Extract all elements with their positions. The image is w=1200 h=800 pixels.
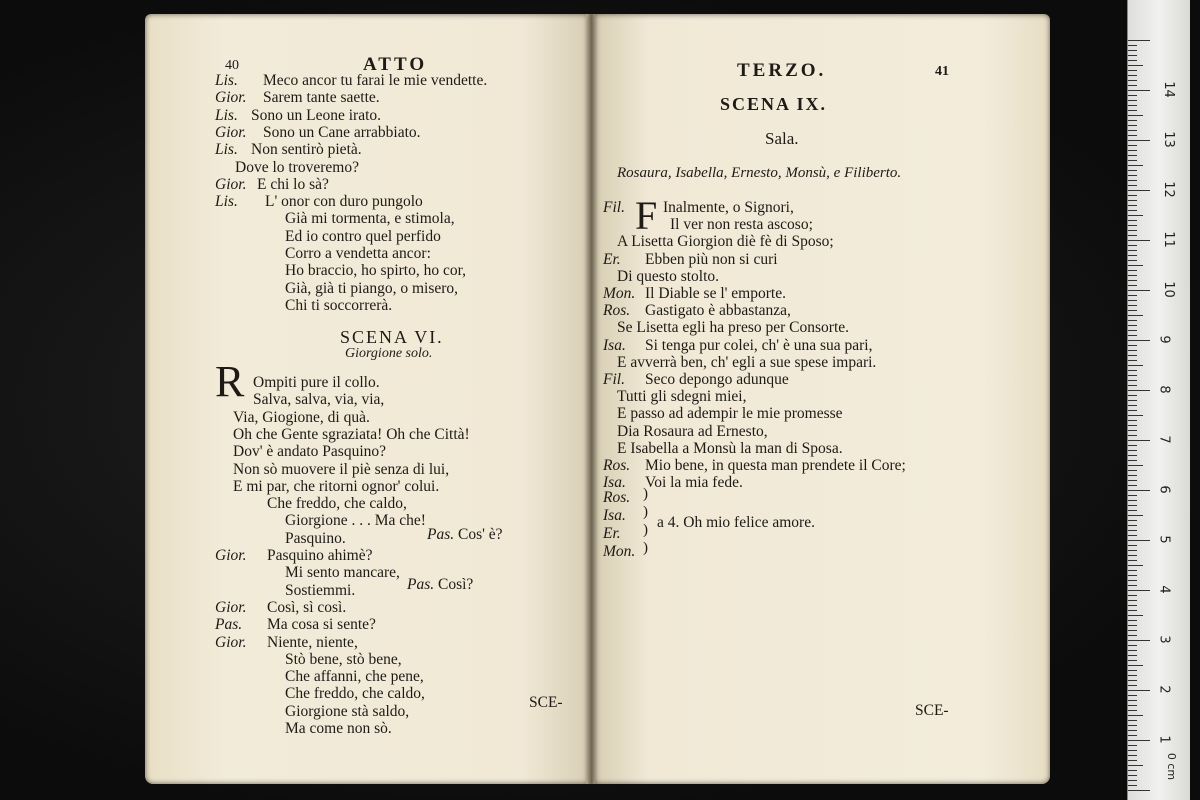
speaker-label: Fil.	[603, 371, 625, 388]
ruler-tick	[1128, 520, 1137, 521]
ruler-tick	[1128, 115, 1143, 116]
speech-text: Inalmente, o Signori,	[663, 199, 794, 216]
ruler-tick	[1128, 385, 1137, 386]
ruler-tick	[1128, 270, 1137, 271]
ruler-number: 14	[1160, 81, 1176, 98]
ruler-tick	[1128, 785, 1137, 786]
ruler-number: 7	[1156, 435, 1172, 444]
ruler-tick	[1128, 260, 1137, 261]
ruler-tick	[1128, 290, 1150, 291]
ruler-tick	[1128, 245, 1137, 246]
ruler-tick	[1128, 700, 1137, 701]
ruler-tick	[1128, 235, 1137, 236]
scene-subtitle: Giorgione solo.	[345, 346, 433, 361]
ruler-tick	[1128, 295, 1137, 296]
ruler-number: 5	[1156, 535, 1172, 544]
ruler-tick	[1128, 615, 1143, 616]
ruler-tick	[1128, 535, 1137, 536]
ruler-tick	[1128, 465, 1143, 466]
ruler-tick	[1128, 315, 1143, 316]
ruler-tick	[1128, 610, 1137, 611]
ensemble-speaker: Ros.	[603, 489, 631, 506]
inline-speech	[407, 576, 473, 593]
speech-text: Mio bene, in questa man prendete il Core;	[645, 457, 906, 474]
speech-text: E passo ad adempir le mie promesse	[617, 405, 843, 423]
ruler-tick	[1128, 330, 1137, 331]
ruler-tick	[1128, 530, 1137, 531]
speaker-label: Gior.	[215, 547, 247, 564]
ruler-tick	[1128, 185, 1137, 186]
ruler-tick	[1128, 145, 1137, 146]
ruler-tick	[1128, 90, 1150, 91]
ruler-tick	[1128, 250, 1137, 251]
measuring-ruler	[1127, 0, 1190, 800]
ruler-tick	[1128, 745, 1137, 746]
ruler-tick	[1128, 60, 1137, 61]
catchword: SCE-	[915, 702, 949, 719]
ruler-tick	[1128, 765, 1143, 766]
ruler-tick	[1128, 655, 1137, 656]
speaker-label: Pas.	[407, 576, 435, 593]
speech-text: Tutti gli sdegni miei,	[617, 388, 747, 406]
speech-text: E mi par, che ritorni ognor' colui.	[233, 477, 440, 495]
ruler-tick	[1128, 640, 1150, 641]
ruler-tick	[1128, 175, 1137, 176]
ruler-tick	[1128, 75, 1137, 76]
ruler-tick	[1128, 720, 1137, 721]
ruler-tick	[1128, 575, 1137, 576]
speech-text: Il Diable se l' emporte.	[645, 285, 786, 302]
speech-text: Voi la mia fede.	[645, 474, 743, 492]
ensemble-brace: )	[643, 486, 648, 502]
ruler-tick	[1128, 475, 1137, 476]
speech-text: Sono un Cane arrabbiato.	[263, 123, 421, 141]
ruler-tick	[1128, 685, 1137, 686]
ruler-tick	[1128, 555, 1137, 556]
ruler-tick	[1128, 705, 1137, 706]
speech-text: Stò bene, stò bene,	[285, 650, 402, 668]
ruler-tick	[1128, 205, 1137, 206]
ruler-tick	[1128, 450, 1137, 451]
ruler-tick	[1128, 390, 1150, 391]
ruler-tick	[1128, 560, 1137, 561]
ruler-tick	[1128, 45, 1137, 46]
ruler-tick	[1128, 160, 1137, 161]
ruler-tick	[1128, 285, 1137, 286]
speech-text: Ebben più non si curi	[645, 250, 778, 268]
speech-text: L' onor con duro pungolo	[265, 193, 423, 211]
speaker-label: Pas.	[427, 526, 455, 543]
speaker-label: Gior.	[215, 633, 247, 651]
ensemble-line: a 4. Oh mio felice amore.	[657, 514, 815, 531]
ruler-tick	[1128, 365, 1143, 366]
ruler-tick	[1128, 350, 1137, 351]
ruler-tick	[1128, 645, 1137, 646]
page-number: 40	[225, 58, 239, 73]
ruler-tick	[1128, 540, 1150, 541]
speech-text: Ho braccio, ho spirto, ho cor,	[285, 262, 467, 280]
ruler-tick	[1128, 515, 1143, 516]
speaker-label: Lis.	[215, 106, 238, 124]
ruler-tick	[1128, 510, 1137, 511]
ruler-tick	[1128, 660, 1137, 661]
ensemble-brace: )	[643, 504, 648, 520]
ensemble-speaker: Er.	[603, 525, 621, 542]
speech-text: Che freddo, che caldo,	[267, 495, 407, 513]
speech-text: Ompiti pure il collo.	[253, 374, 380, 391]
ruler-tick	[1128, 170, 1137, 171]
ruler-tick	[1128, 110, 1137, 111]
ruler-unit: 0 cm	[1165, 752, 1179, 781]
ruler-tick	[1128, 85, 1137, 86]
speaker-label: Pas.	[215, 616, 243, 634]
speech-text: Pasquino ahimè?	[267, 547, 373, 564]
ruler-tick	[1128, 70, 1137, 71]
ruler-tick	[1128, 455, 1137, 456]
speaker-label: Fil.	[603, 199, 625, 216]
speech-text: Oh che Gente sgraziata! Oh che Città!	[233, 425, 470, 443]
speech-text: Pasquino.	[285, 529, 346, 547]
ruler-tick	[1128, 305, 1137, 306]
ensemble-brace: )	[643, 522, 648, 538]
speech-text: Corro a vendetta ancor:	[285, 245, 431, 262]
running-head: TERZO.	[737, 60, 827, 81]
ruler-tick	[1128, 580, 1137, 581]
ruler-tick	[1128, 410, 1137, 411]
ruler-tick	[1128, 275, 1137, 276]
ruler-tick	[1128, 570, 1137, 571]
speech-text: Sono un Leone irato.	[251, 106, 382, 124]
speech-text: E chi lo sà?	[257, 175, 329, 193]
ruler-tick	[1128, 165, 1143, 166]
ruler-tick	[1128, 725, 1137, 726]
ruler-tick	[1128, 440, 1150, 441]
ruler-tick	[1128, 430, 1137, 431]
speaker-label: Ros.	[603, 302, 631, 320]
ruler-tick	[1128, 445, 1137, 446]
speaker-label: Er.	[603, 250, 621, 268]
speech-text: E Isabella a Monsù la man di Sposa.	[617, 439, 843, 457]
ruler-tick	[1128, 730, 1137, 731]
speech-text: E avverrà ben, ch' egli a sue spese impari.	[617, 353, 877, 371]
ruler-tick	[1128, 770, 1137, 771]
speech-text: Giorgione . . . Ma che!	[285, 512, 426, 530]
ruler-number: 4	[1156, 585, 1172, 594]
speaker-label: Mon.	[603, 285, 636, 302]
ruler-tick	[1128, 480, 1137, 481]
speaker-label: Lis.	[215, 193, 238, 211]
ruler-number: 13	[1160, 131, 1176, 148]
ruler-tick	[1128, 240, 1150, 241]
speech-text: Ma come non sò.	[285, 720, 392, 737]
speech-text: Ma cosa si sente?	[267, 616, 376, 634]
ruler-tick	[1128, 210, 1137, 211]
ruler-tick	[1128, 780, 1137, 781]
ruler-tick	[1128, 545, 1137, 546]
page-number: 41	[935, 64, 949, 79]
ruler-tick	[1128, 585, 1137, 586]
ruler-tick	[1128, 550, 1137, 551]
ruler-tick	[1128, 460, 1137, 461]
ruler-tick	[1128, 140, 1150, 141]
ruler-tick	[1128, 435, 1137, 436]
speech-text: Che freddo, che caldo,	[285, 685, 425, 703]
ruler-tick	[1128, 675, 1137, 676]
speech-text: Si tenga pur colei, ch' è una sua pari,	[645, 336, 873, 354]
ruler-number: 1	[1156, 735, 1172, 744]
ruler-tick	[1128, 345, 1137, 346]
ruler-tick	[1128, 80, 1137, 81]
ruler-number: 6	[1156, 485, 1172, 494]
catchword: SCE-	[529, 694, 563, 711]
speech-text: A Lisetta Giorgion diè fè di Sposo;	[617, 233, 834, 251]
ruler-tick	[1128, 690, 1150, 691]
speech-text: Giorgione stà saldo,	[285, 702, 410, 720]
ruler-tick	[1128, 220, 1137, 221]
ruler-tick	[1128, 670, 1137, 671]
ruler-tick	[1128, 100, 1137, 101]
ruler-tick	[1128, 620, 1137, 621]
speech-text: Così?	[438, 576, 474, 593]
speech-text: Cos' è?	[458, 526, 503, 543]
speech-text: Che affanni, che pene,	[285, 668, 424, 686]
ruler-tick	[1128, 320, 1137, 321]
ruler-tick	[1128, 335, 1137, 336]
speech-text: Dov' è andato Pasquino?	[233, 443, 387, 461]
speaker-label: Lis.	[215, 141, 238, 159]
speech-text: Ed io contro quel perfido	[285, 227, 441, 245]
speech-text: Niente, niente,	[267, 633, 358, 651]
ensemble-speaker: Mon.	[603, 543, 636, 560]
ruler-tick	[1128, 225, 1137, 226]
ruler-number: 11	[1160, 231, 1176, 248]
ruler-number: 9	[1156, 335, 1172, 344]
speech-text: Mi sento mancare,	[285, 564, 400, 582]
ruler-tick	[1128, 40, 1150, 41]
ruler-tick	[1128, 190, 1150, 191]
ruler-tick	[1128, 790, 1150, 791]
ruler-tick	[1128, 755, 1137, 756]
ruler-tick	[1128, 740, 1150, 741]
ruler-tick	[1128, 395, 1137, 396]
speaker-label: Gior.	[215, 123, 247, 141]
ruler-tick	[1128, 125, 1137, 126]
speaker-label: Isa.	[603, 336, 626, 354]
ruler-tick	[1128, 280, 1137, 281]
ruler-tick	[1128, 735, 1137, 736]
speech-text: Dia Rosaura ad Ernesto,	[617, 422, 768, 440]
speaker-label: Isa.	[603, 474, 626, 492]
ruler-tick	[1128, 200, 1137, 201]
ruler-tick	[1128, 135, 1137, 136]
ruler-tick	[1128, 500, 1137, 501]
ruler-tick	[1128, 405, 1137, 406]
speech-text: Seco depongo adunque	[645, 371, 789, 388]
ruler-tick	[1128, 425, 1137, 426]
speaker-label: Ros.	[603, 457, 631, 474]
speaker-label: Gior.	[215, 89, 247, 107]
ruler-tick	[1128, 400, 1137, 401]
ruler-tick	[1128, 215, 1143, 216]
ruler-tick	[1128, 750, 1137, 751]
open-book	[145, 14, 1050, 784]
ruler-tick	[1128, 105, 1137, 106]
ruler-tick	[1128, 605, 1137, 606]
ruler-number: 10	[1160, 281, 1176, 298]
left-page	[145, 14, 588, 784]
ruler-tick	[1128, 310, 1137, 311]
ruler-tick	[1128, 375, 1137, 376]
ruler-tick	[1128, 325, 1137, 326]
speech-text: Salva, salva, via, via,	[253, 391, 385, 409]
speaker-label: Gior.	[215, 175, 247, 193]
speech-text: Non sentirò pietà.	[251, 141, 362, 159]
ruler-number: 12	[1160, 181, 1176, 198]
ruler-tick	[1128, 650, 1137, 651]
ruler-tick	[1128, 340, 1150, 341]
ruler-tick	[1128, 55, 1137, 56]
ruler-tick	[1128, 590, 1150, 591]
drop-cap: R	[215, 357, 245, 406]
speech-text: Così, sì così.	[267, 598, 347, 616]
ensemble-speaker: Isa.	[603, 507, 626, 524]
scene-title: SCENA IX.	[720, 94, 828, 114]
ruler-tick	[1128, 485, 1137, 486]
ruler-tick	[1128, 420, 1137, 421]
ruler-tick	[1128, 120, 1137, 121]
ruler-tick	[1128, 150, 1137, 151]
speech-text: Chi ti soccorrerà.	[285, 296, 393, 314]
ruler-tick	[1128, 490, 1150, 491]
speech-text: Di questo stolto.	[617, 267, 720, 285]
ruler-tick	[1128, 775, 1137, 776]
ruler-tick	[1128, 300, 1137, 301]
ruler-tick	[1128, 565, 1143, 566]
speech-text: Dove lo troveremo?	[235, 158, 359, 176]
ruler-tick	[1128, 600, 1137, 601]
scene-setting: Sala.	[765, 129, 799, 148]
speaker-label: Gior.	[215, 598, 247, 616]
ruler-tick	[1128, 665, 1143, 666]
ruler-tick	[1128, 635, 1137, 636]
ruler-tick	[1128, 95, 1137, 96]
right-page	[595, 14, 1050, 784]
scene-title: SCENA VI.	[340, 327, 444, 347]
ruler-tick	[1128, 415, 1143, 416]
ensemble-brace: )	[643, 540, 648, 556]
speech-text: Non sò muovere il piè senza di lui,	[233, 460, 450, 478]
ruler-tick	[1128, 595, 1137, 596]
ruler-tick	[1128, 255, 1137, 256]
ruler-tick	[1128, 370, 1137, 371]
inline-speech	[427, 526, 503, 543]
speech-text: Se Lisetta egli ha preso per Consorte.	[617, 319, 850, 337]
ruler-tick	[1128, 195, 1137, 196]
running-head: ATTO	[363, 54, 428, 75]
ruler-tick	[1128, 680, 1137, 681]
ruler-number: 8	[1156, 385, 1172, 394]
ruler-tick	[1128, 760, 1137, 761]
character-list: Rosaura, Isabella, Ernesto, Monsù, e Filiberto.	[617, 165, 902, 181]
drop-cap: F	[635, 193, 658, 238]
speech-text: Già, già ti piango, o misero,	[285, 279, 459, 297]
ruler-tick	[1128, 230, 1137, 231]
ruler-tick	[1128, 505, 1137, 506]
ruler-tick	[1128, 715, 1143, 716]
speech-text: Già mi tormenta, e stimola,	[285, 210, 455, 228]
ruler-tick	[1128, 360, 1137, 361]
speech-text: Gastigato è abbastanza,	[645, 302, 791, 320]
ruler-tick	[1128, 50, 1137, 51]
ruler-tick	[1128, 380, 1137, 381]
ruler-tick	[1128, 130, 1137, 131]
speech-text: Sarem tante saette.	[263, 89, 380, 107]
ruler-tick	[1128, 65, 1143, 66]
ruler-tick	[1128, 710, 1137, 711]
ruler-number: 3	[1156, 635, 1172, 644]
ruler-tick	[1128, 625, 1137, 626]
speech-text: Via, Giogione, di quà.	[233, 408, 370, 426]
ruler-tick	[1128, 495, 1137, 496]
ruler-tick	[1128, 265, 1143, 266]
speech-text: Il ver non resta ascoso;	[670, 216, 813, 234]
ruler-number: 2	[1156, 685, 1172, 694]
ruler-tick	[1128, 695, 1137, 696]
ruler-tick	[1128, 155, 1137, 156]
ruler-tick	[1128, 470, 1137, 471]
ruler-tick	[1128, 525, 1137, 526]
speech-text: Sostiemmi.	[285, 581, 356, 599]
ruler-tick	[1128, 630, 1137, 631]
ruler-tick	[1128, 355, 1137, 356]
speaker-label: Lis.	[215, 72, 238, 89]
ruler-tick	[1128, 180, 1137, 181]
speech-text: Meco ancor tu farai le mie vendette.	[263, 72, 488, 89]
